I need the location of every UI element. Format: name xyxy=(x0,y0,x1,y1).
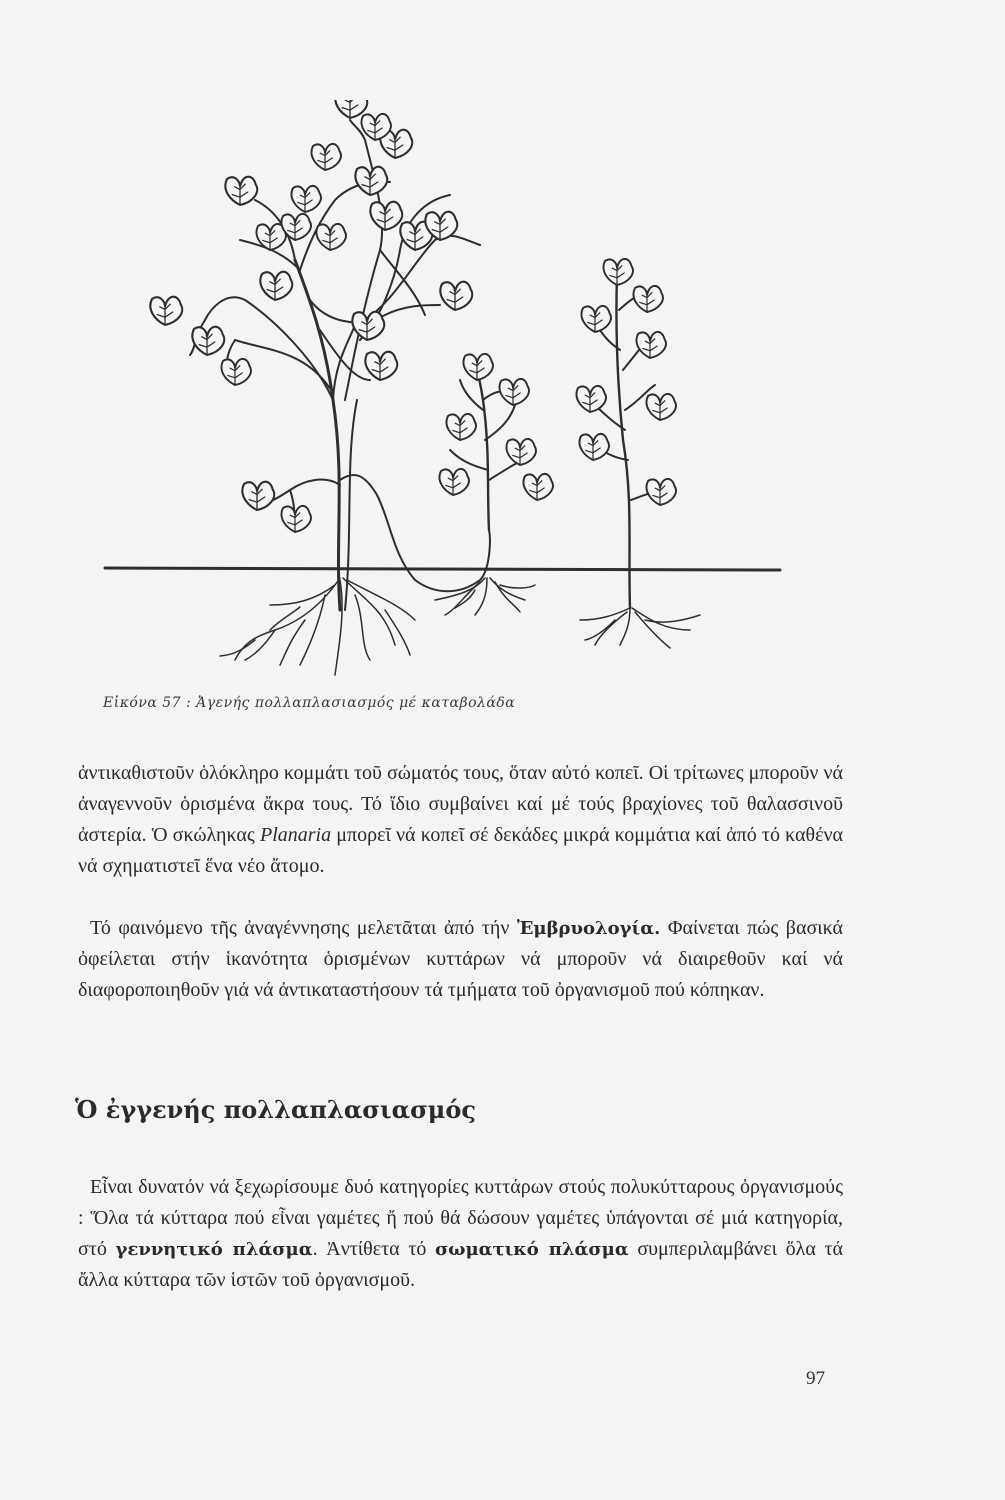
paragraph-text: ἀντικαθιστοῦν ὁλόκληρο κομμάτι τοῦ σώματός τους, ὅταν αὐτό κοπεῖ. Οἱ τρίτωνες μποροῦν νά ἀναγεννοῦν ὁρισμένα ἄκρα τους. Τό ἴδιο συμβαίνει καί μέ τούς βραχίονες τοῦ θαλασσινοῦ ἀστερία. Ὁ σκώληκας xyxy=(78,762,843,846)
paragraph-regeneration xyxy=(78,758,843,882)
page-number: 97 xyxy=(806,1368,825,1389)
section-heading: Ὁ ἐγγενής πολλαπλασιασμός xyxy=(75,1095,476,1124)
paragraph-germ-plasm xyxy=(78,1172,843,1296)
paragraph-embryology xyxy=(78,913,843,1006)
bold-term: Ἐμβρυολογία. xyxy=(516,918,661,939)
bold-term: γεννητικό πλάσμα xyxy=(115,1239,313,1260)
figure-caption: Εἰκόνα 57 : Ἀγενής πολλαπλασιασμός μέ καταβολάδα xyxy=(103,695,516,711)
paragraph-text: Εἶναι δυνατόν νά ξεχωρίσουμε δυό κατηγορίες κυττάρων στούς πολυκύτταρους ὀργανισμούς : Ὅλα τά κύτταρα πού εἶναι γαμέτες ἤ πού θά δώσουν γαμέτες ὑπάγονται σέ μιά κατηγορία, στό xyxy=(78,1176,843,1260)
paragraph-text: Φαίνεται πώς βασικά ὀφείλεται στήν ἱκανότητα ὁρισμένων κυττάρων νά μποροῦν νά διαιρεθοῦν καί νά διαφοροποιηθοῦν γιά νά ἀντικαταστήσουν τά τμήματα τοῦ ὀργανισμοῦ πού κόπηκαν. xyxy=(78,917,843,1001)
paragraph-text: μπορεῖ νά κοπεῖ σέ δεκάδες μικρά κομμάτια καί ἀπό τό καθένα νά σχηματιστεῖ ἕνα νέο ἄτομο. xyxy=(78,824,843,877)
paragraph-text: συμπεριλαμβάνει ὅλα τά ἄλλα κύτταρα τῶν ἱστῶν τοῦ ὀργανισμοῦ. xyxy=(78,1238,844,1291)
layering-illustration xyxy=(95,100,795,690)
italic-term: Planaria xyxy=(259,824,332,846)
paragraph-text: Τό φαινόμενο τῆς ἀναγέννησης μελετᾶται ἀπό τήν xyxy=(90,917,517,939)
paragraph-text: . Ἀντίθετα τό xyxy=(312,1238,436,1260)
bold-term: σωματικό πλάσμα xyxy=(435,1239,629,1260)
